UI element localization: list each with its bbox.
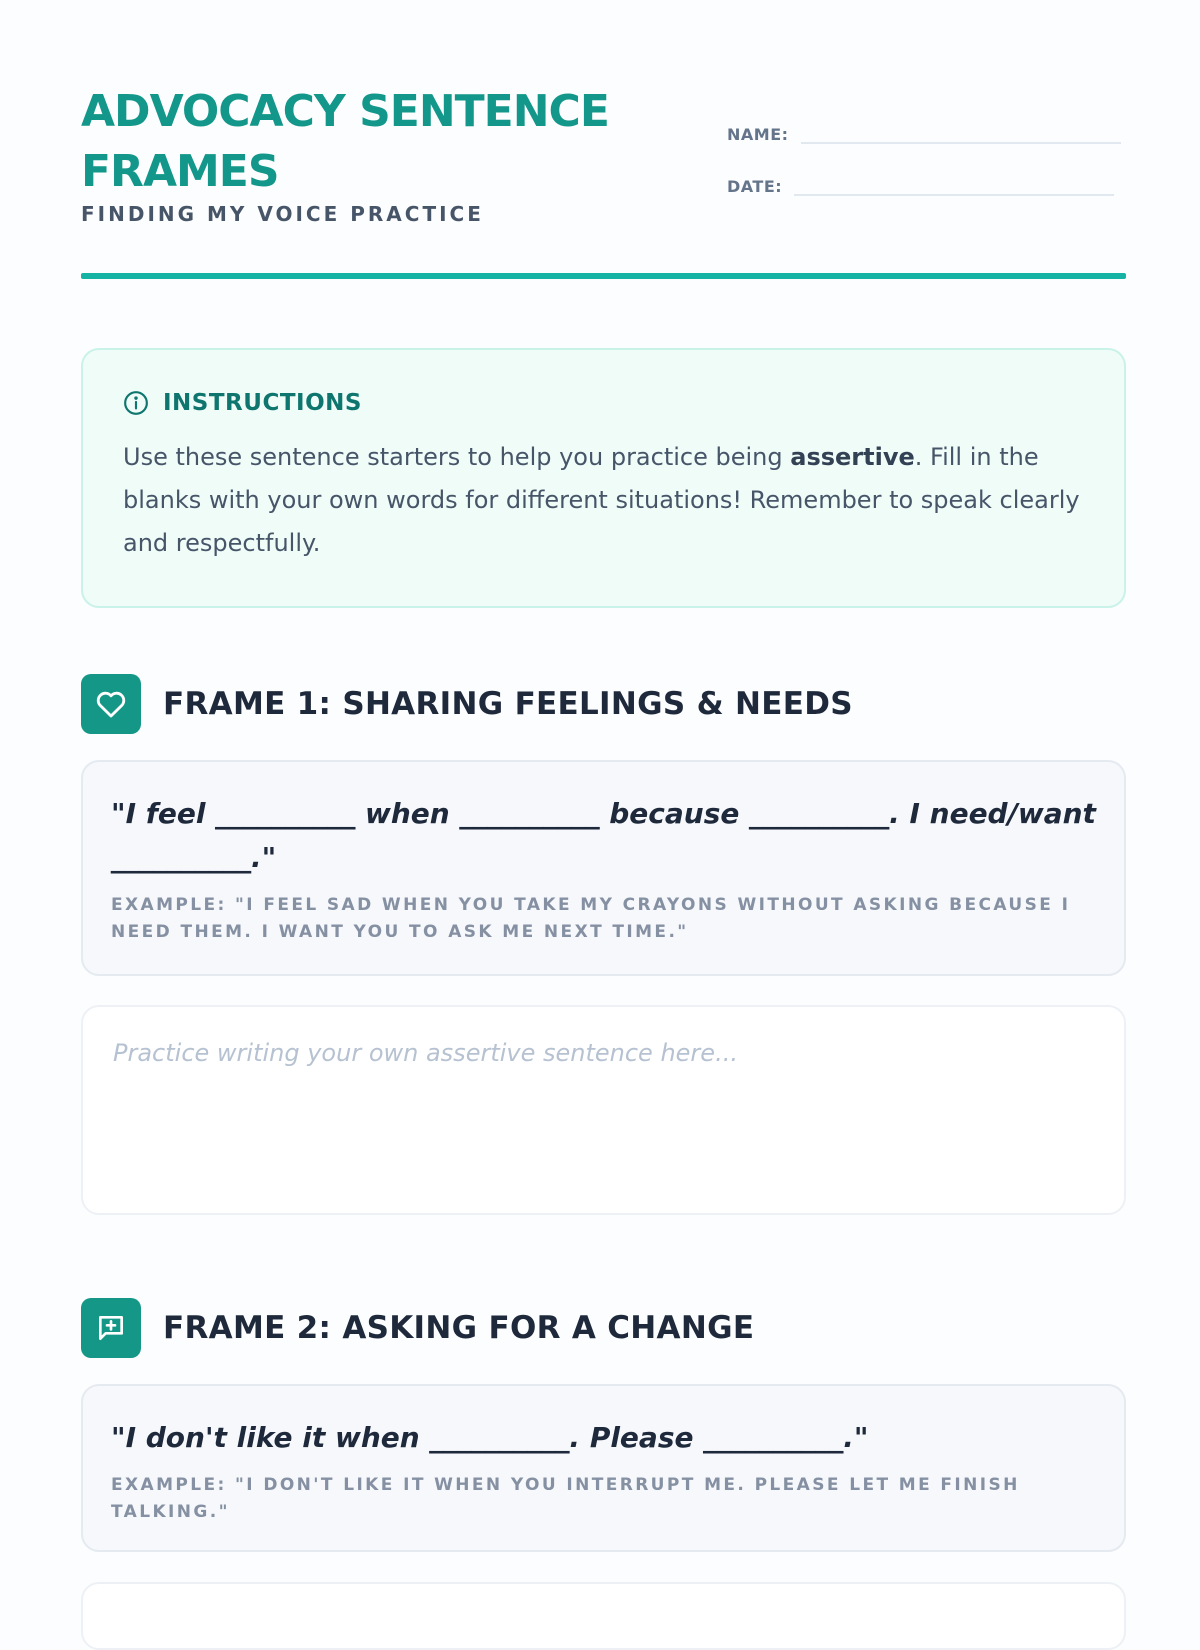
frame-2-section [81,1298,1126,1522]
instructions-bold-word: assertive [790,443,915,471]
frame-2-icon-badge [81,1298,141,1358]
worksheet-page [81,0,1126,1522]
frame-1-sentence: "I feel __________ when __________ because __________. I need/want __________." [111,797,1096,874]
name-field[interactable] [727,120,1121,144]
date-field[interactable] [727,172,1114,196]
instructions-heading-row [123,390,1084,416]
frame-1-example: EXAMPLE: "I FEEL SAD WHEN YOU TAKE MY CRAYONS WITHOUT ASKING BECAUSE I NEED THEM. I WANT YOU TO ASK ME NEXT TIME." [111,895,1071,942]
frame-1-sentence-card [81,760,1126,976]
heart-icon [94,687,128,721]
frame-1-practice-input[interactable] [81,1005,1126,1215]
frame-2-practice-input[interactable] [81,1582,1126,1650]
message-plus-icon [95,1312,127,1344]
name-input-line[interactable] [801,120,1121,144]
name-label: NAME: [727,125,789,144]
frame-2-sentence-card [81,1384,1126,1552]
frame-1-section [81,674,1126,942]
frame-2-header [81,1298,1126,1358]
frame-2-title: FRAME 2: ASKING FOR A CHANGE [163,1310,755,1346]
worksheet-header [81,0,1126,282]
frame-2-sentence: "I don't like it when __________. Please __________." [111,1421,869,1454]
instructions-text [123,436,1084,565]
info-icon [123,390,149,416]
instructions-panel [81,348,1126,608]
frame-1-title: FRAME 1: SHARING FEELINGS & NEEDS [163,686,853,722]
date-input-line[interactable] [794,172,1114,196]
instructions-heading: INSTRUCTIONS [163,390,362,416]
instructions-text-start: Use these sentence starters to help you practice being [123,443,791,471]
instructions-text-end: . Fill in the blanks with your own words for different situations! Remember to speak clearly and respectfully. [123,443,1080,557]
date-label: DATE: [727,177,783,196]
page-subtitle: FINDING MY VOICE PRACTICE [81,202,484,226]
header-divider [81,273,1126,279]
frame-2-example: EXAMPLE: "I DON'T LIKE IT WHEN YOU INTERRUPT ME. PLEASE LET ME FINISH TALKING." [111,1475,1020,1522]
page-title: ADVOCACY SENTENCE FRAMES [81,86,609,197]
frame-1-icon-badge [81,674,141,734]
frame-1-header [81,674,1126,734]
